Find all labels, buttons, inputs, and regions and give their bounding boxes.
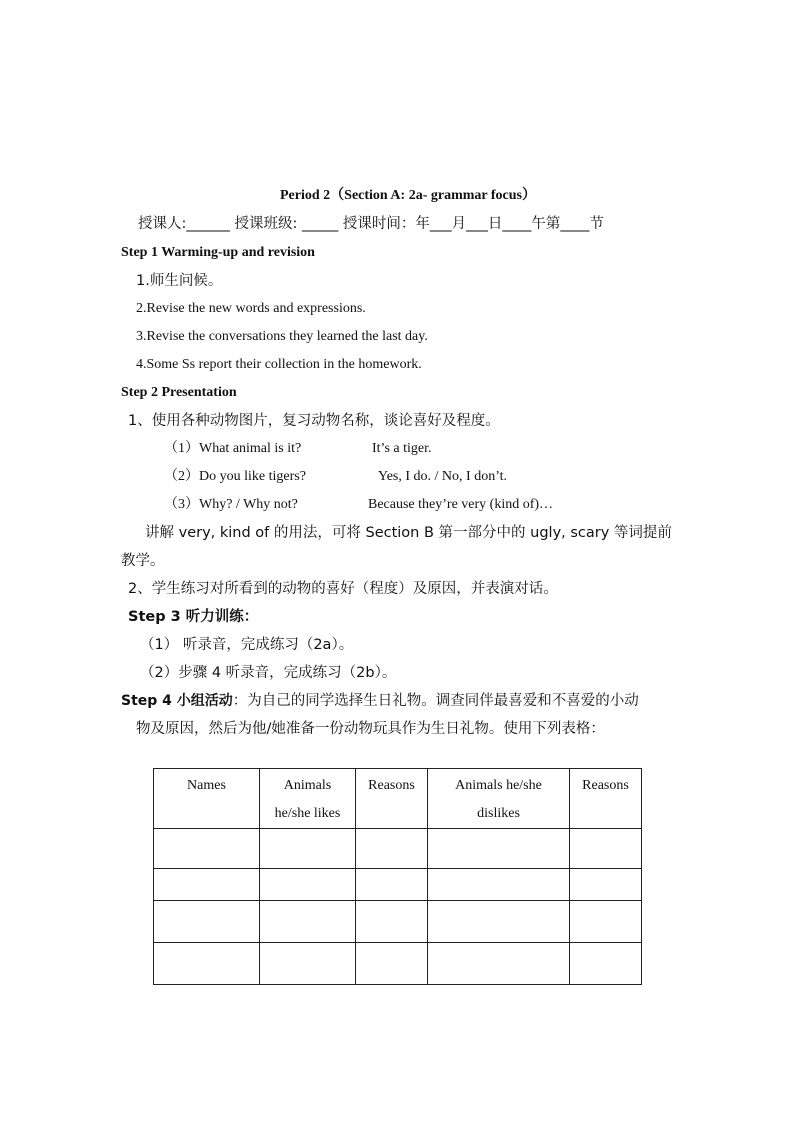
table-cell[interactable]: [428, 901, 570, 943]
table-cell[interactable]: [154, 943, 260, 985]
header-reasons-1-text: Reasons: [368, 778, 415, 793]
table-cell[interactable]: [260, 901, 356, 943]
table-cell[interactable]: [428, 829, 570, 869]
survey-table: [153, 768, 642, 985]
table-row: [154, 829, 642, 869]
table-header-row: [154, 769, 642, 829]
header-animals-dislikes-line-2: dislikes: [477, 806, 520, 821]
step2-item-1: 1、使用各种动物图片，复习动物名称，谈论喜好及程度。: [128, 413, 500, 429]
step1-item-2: 2.Revise the new words and expressions.: [136, 301, 366, 316]
dialog-answer-3: Because they’re very (kind of)…: [368, 497, 554, 512]
header-animals-likes-line-1: Animals: [283, 778, 332, 793]
table-cell[interactable]: [154, 829, 260, 869]
step4-heading: Step 4 小组活动: [121, 693, 233, 709]
step4-line-1-text: ：为自己的同学选择生日礼物。调查同伴最喜爱和不喜爱的小动: [232, 693, 639, 709]
table-cell[interactable]: [356, 829, 428, 869]
table-row: [154, 943, 642, 985]
table-row: [154, 869, 642, 901]
header-reasons-1: [356, 769, 428, 829]
lesson-info: 授课人:______ 授课班级: _____ 授课时间：年___月___日____午第____节: [138, 216, 604, 232]
table-cell[interactable]: [570, 943, 642, 985]
header-reasons-2-text: Reasons: [582, 778, 629, 793]
step2-note-line-2: 教学。: [121, 553, 165, 569]
step1-item-1: 1.师生问候。: [136, 273, 223, 289]
header-animals-likes: [260, 769, 356, 829]
step3-item-2: （2）步骤 4 听录音，完成练习（2b）。: [140, 665, 397, 681]
table-cell[interactable]: [428, 943, 570, 985]
step2-heading: Step 2 Presentation: [121, 385, 237, 400]
step4-line-1: [121, 691, 639, 711]
table-cell[interactable]: [260, 943, 356, 985]
step1-item-4: 4.Some Ss report their collection in the homework.: [136, 357, 422, 372]
header-animals-dislikes: [428, 769, 570, 829]
table-cell[interactable]: [356, 901, 428, 943]
table-cell[interactable]: [428, 869, 570, 901]
dialog-question-3: （3）Why? / Why not?: [164, 497, 298, 512]
table-row: [154, 901, 642, 943]
header-animals-likes-line-2: he/she likes: [274, 806, 341, 821]
table-cell[interactable]: [154, 901, 260, 943]
table-cell[interactable]: [570, 901, 642, 943]
table-cell[interactable]: [260, 829, 356, 869]
table-cell[interactable]: [260, 869, 356, 901]
header-reasons-2: [570, 769, 642, 829]
dialog-answer-2: Yes, I do. / No, I don’t.: [378, 469, 507, 484]
dialog-question-1: （1）What animal is it?: [164, 441, 302, 456]
table-cell[interactable]: [570, 869, 642, 901]
step1-item-3: 3.Revise the conversations they learned the last day.: [136, 329, 428, 344]
dialog-answer-1: It’s a tiger.: [372, 441, 432, 456]
table-cell[interactable]: [356, 943, 428, 985]
table-cell[interactable]: [356, 869, 428, 901]
table-cell[interactable]: [154, 869, 260, 901]
step3-heading: Step 3 听力训练：: [128, 609, 259, 625]
table-cell[interactable]: [570, 829, 642, 869]
header-names-text: Names: [187, 778, 226, 793]
step3-item-1: （1） 听录音，完成练习（2a）。: [140, 637, 354, 653]
step4-line-2: 物及原因，然后为他/她准备一份动物玩具作为生日礼物。使用下列表格：: [136, 721, 605, 737]
header-animals-dislikes-line-1: Animals he/she: [455, 778, 542, 793]
step2-note-line-1: 讲解 very, kind of 的用法，可将 Section B 第一部分中的 ugly, scary 等词提前: [145, 525, 672, 541]
step2-item-2: 2、学生练习对所看到的动物的喜好（程度）及原因，并表演对话。: [128, 581, 558, 597]
header-names: [154, 769, 260, 829]
step1-heading: Step 1 Warming-up and revision: [121, 245, 315, 260]
dialog-question-2: （2）Do you like tigers?: [164, 469, 306, 484]
page-title: Period 2（Section A: 2a- grammar focus）: [280, 188, 536, 203]
